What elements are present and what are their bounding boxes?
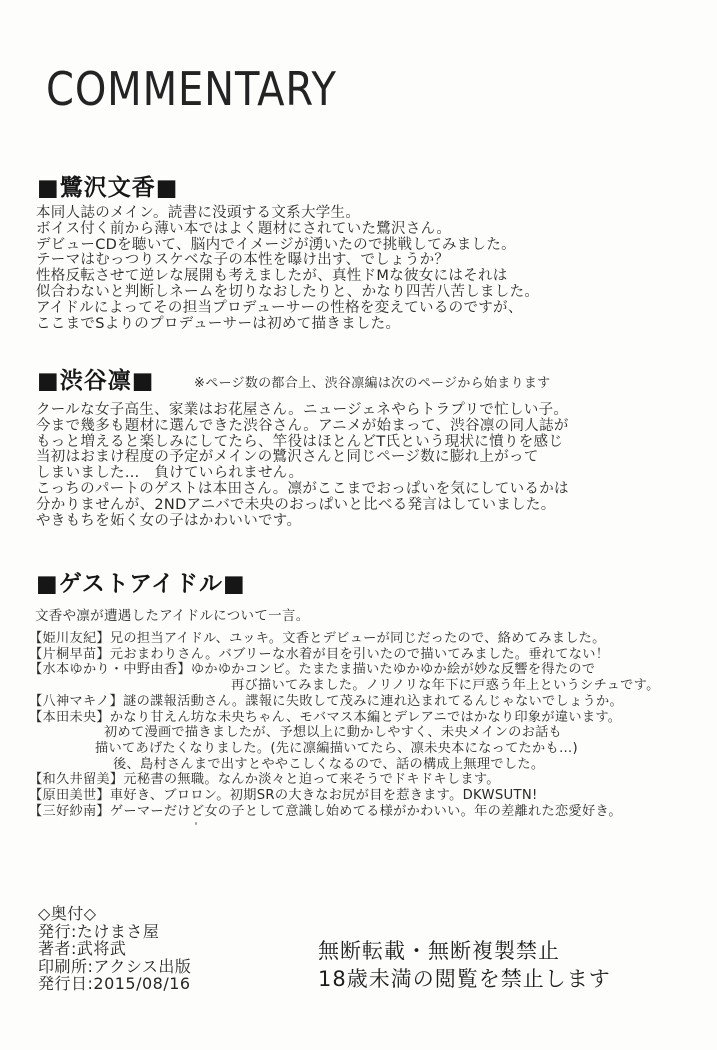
text-line: クールな女子高生、家業はお花屋さん。ニュージェネやらトラプリで忙しい子。 <box>36 402 569 418</box>
guest-idol-line: 後、島村さんまで出すとややこしくなるので、話の構成上無理でした。 <box>113 756 545 772</box>
scan-speck <box>195 822 197 825</box>
guest-idol-line: 【和久井留美】元秘書の無職。なんか淡々と迫って来そうでドキドキします。 <box>29 772 500 788</box>
text-line: デビューCDを聴いて、脳内でイメージが湧いたので挑戦してみました。 <box>36 236 516 253</box>
section-heading-fumika: ■鷺沢文香■ <box>37 175 179 201</box>
colophon-line: 発行:たけまさ屋 <box>38 921 160 941</box>
page-title: COMMENTARY <box>46 62 337 116</box>
text-line: しまいました… 負けていられません。 <box>36 465 304 482</box>
reprint-warning <box>318 938 611 993</box>
colophon-heading: ◇奥付◇ <box>38 904 97 923</box>
rin-commentary-paragraph <box>36 403 569 529</box>
section-heading-rin: ■渋谷凛■ <box>37 368 155 394</box>
section-heading-guest-idols: ■ゲストアイドル■ <box>36 571 246 597</box>
colophon-line: 著者:武将武 <box>38 939 127 959</box>
guest-idol-line: 描いてあげたくなりました。(先に凛編描いてたら、凛未央本になってたかも…) <box>95 740 578 756</box>
text-line: 本同人誌のメイン。読書に没頭する文系大学生。 <box>36 205 361 221</box>
guest-idol-line: 【八神マキノ】謎の諜報活動さん。諜報に失敗して茂みに連れ込まれてるんじゃないでしょうか。 <box>29 693 623 709</box>
warning-line: 無断転載・無断複製禁止 <box>318 939 560 963</box>
guest-idol-line: 再び描いてみました。ノリノリな年下に戸惑う年上というシチュです。 <box>231 678 660 694</box>
text-line: 今まで幾多も題材に選んできた渋谷さん。アニメが始まって、渋谷凛の同人誌が <box>36 417 569 434</box>
text-line: こっちのパートのゲストは本田さん。凛がここまでおっぱいを気にしているかは <box>36 480 569 497</box>
colophon <box>38 905 191 993</box>
colophon-line: 印刷所:アクシス出版 <box>38 956 192 976</box>
guest-idol-line: 【水本ゆかり・中野由香】ゆかゆかコンビ。たまたま描いたゆかゆか絵が妙な反響を得たので <box>29 662 596 678</box>
guest-idol-line: 【三好紗南】ゲーマーだけど女の子として意識し始めてる様がかわいい。年の差離れた恋愛好き。 <box>29 803 622 819</box>
guest-idol-line: 【片桐早苗】元おまわりさん。バブリーな水着が目を引いたので描いてみました。垂れてない！ <box>29 646 610 662</box>
text-line: 似合わないと判断しネームを切りなおしたりと、かなり四苦八苦しました。 <box>36 283 540 300</box>
text-line: テーマはむっつりスケベな子の本性を曝け出す、でしょうか？ <box>36 252 450 269</box>
text-line: アイドルによってその担当プロデューサーの性格を変えているのですが、 <box>36 299 523 316</box>
guest-idol-line: 【本田未央】かなり甘えん坊な未央ちゃん、モバマス本編とデレアニではかなり印象が違います。 <box>29 709 622 725</box>
text-line: 分かりませんが、2NDアニバで未央のおっぱいと比べる発言はしていました。 <box>36 496 556 513</box>
text-line: ここまでSよりのプロデューサーは初めて描きました。 <box>36 315 401 332</box>
text-line: 性格反転させて逆レな展開も考えましたが、真性ドMな彼女にはそれは <box>36 268 508 285</box>
rin-page-note: ※ページ数の都合上、渋谷凛編は次のページから始まります <box>194 376 551 391</box>
guest-idol-line: 【姫川友紀】兄の担当アイドル、ユッキ。文香とデビューが同じだったので、絡めてみました。 <box>29 631 606 646</box>
colophon-line: 発行日:2015/08/16 <box>38 974 191 994</box>
text-line: ボイス付く前から薄い本ではよく題材にされていた鷺沢さん。 <box>36 220 452 237</box>
warning-line: 18歳未満の閲覧を禁止します <box>318 966 611 991</box>
guest-idols-intro: 文香や凛が遭遇したアイドルについて一言。 <box>35 608 310 624</box>
guest-idol-line: 初めて漫画で描きましたが、予想以上に動かしやすく、未央メインのお話も <box>104 725 563 741</box>
text-line: 当初はおまけ程度の予定がメインの鷺沢さんと同じページ数に膨れ上がって <box>36 449 539 466</box>
guest-idol-line: 【原田美世】車好き、ブロロン。初期SRの大きなお尻が目を惹きます。DKWSUTN! <box>29 788 538 804</box>
text-line: もっと増えると楽しみにしてたら、竿役はほとんどT氏という現状に憤りを感じ <box>36 433 564 450</box>
fumika-commentary-paragraph <box>36 206 539 332</box>
text-line: やきもちを妬く女の子はかわいいです。 <box>36 512 302 529</box>
guest-idol-list <box>29 631 660 819</box>
